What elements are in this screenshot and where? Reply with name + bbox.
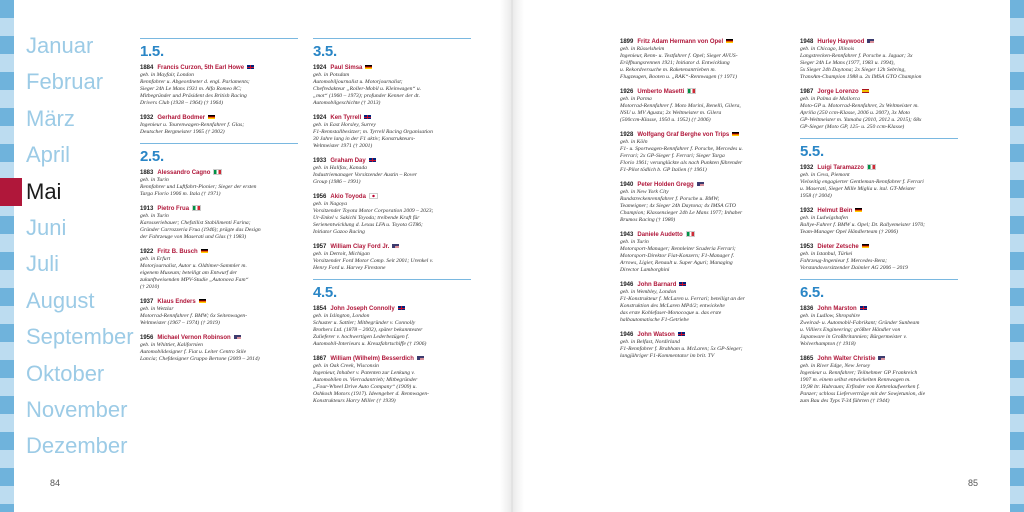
entry-text: geb. in Chicago, Illinois Langstrecken-Rennfahrer f. Porsche u. Jaguar; 3x Sieger 24h Le Mans (1977, 1983 u. 1994), 5x Sieger 24h Daytona; 2x Sieger 12h Sebring, TransAm-Champion 1988 u. 2x IMSA GTO Champion	[800, 46, 922, 80]
month-label: März	[26, 105, 75, 131]
flag-us-icon	[417, 356, 424, 360]
month-label: April	[26, 142, 71, 168]
book-gutter	[500, 0, 524, 512]
month-tab-8[interactable]	[14, 283, 128, 319]
section-divider	[140, 38, 298, 39]
entry-name: Fritz Adam Hermann von Opel	[637, 39, 724, 45]
month-label: November	[26, 396, 128, 422]
entry-name: Luigi Taramazzo	[817, 165, 864, 171]
entry-header	[140, 248, 298, 256]
entry-name: John Joseph Connolly	[330, 306, 395, 312]
left-edge-stripe	[0, 0, 14, 512]
month-tab-3[interactable]	[14, 101, 128, 137]
entry-year: 1946	[620, 282, 634, 288]
entry-text: geb. in Islington, London Schuster u. Sattler; Mitbegründer v. Connolly Brothers Ltd. (1878 – 2002), später bekanntester Zulieferer v. hochwertigen Lederbezügen f. Automobil-Interieurs u. Kreuzfahrtschiffe († 1906)	[313, 313, 427, 347]
entry-header	[620, 38, 778, 46]
flag-de-icon	[201, 249, 208, 253]
day-heading: 6.5.	[800, 284, 824, 301]
entry-header	[313, 64, 471, 72]
birthday-entry	[140, 298, 298, 327]
entry-text: geb. in Ceva, Piemont Vielseitig engagierter Gentleman-Rennfahrer f. Ferrari u. Maserati, Sieger Mille Miglia u. ital. GT-Meister 1958 († 2004)	[800, 172, 924, 199]
entry-text: geb. in Parma Motorrad-Rennfahrer f. Moto Morini, Benelli, Gilera, NSU u. MV Agusta; 2x Weltmeister m. Gilera (500ccm-Klasse, 1950 u. 1952) († 2006)	[620, 96, 741, 123]
entry-header	[313, 157, 471, 165]
flag-us-icon	[878, 356, 885, 360]
flag-gb-icon	[369, 158, 376, 162]
birthday-entry	[313, 355, 471, 405]
entry-year: 1924	[313, 65, 327, 71]
entry-name: Akio Toyoda	[330, 194, 366, 200]
entry-text: geb. in Detroit, Michigan Vorsitzender Ford Motor Comp. Seit 2001; Urenkel v. Henry Ford u. Harvey Firestone	[313, 251, 434, 271]
month-index	[14, 28, 134, 465]
flag-us-icon	[867, 39, 874, 43]
flag-es-icon	[862, 89, 869, 93]
flag-it-icon	[686, 231, 695, 237]
entry-header	[140, 334, 298, 342]
entry-name: John Watson	[637, 332, 675, 338]
month-label: Mai	[26, 178, 62, 204]
entry-name: Fritz B. Busch	[157, 249, 198, 255]
entry-year: 1956	[140, 335, 154, 341]
entry-year: 1836	[800, 306, 814, 312]
entry-year: 1932	[800, 165, 814, 171]
entry-year: 1865	[800, 356, 814, 362]
flag-it-icon	[213, 169, 222, 175]
flag-gb-icon	[398, 306, 405, 310]
flag-de-icon	[365, 65, 372, 69]
flag-us-icon	[697, 182, 704, 186]
flag-it-icon	[867, 164, 876, 170]
entry-name: Helmut Bein	[817, 208, 853, 214]
month-label: Juni	[26, 214, 67, 240]
entry-year: 1899	[620, 39, 634, 45]
entry-name: Francis Curzon, 5th Earl Howe	[157, 65, 245, 71]
section-divider	[313, 38, 471, 39]
entry-header	[620, 88, 778, 96]
entry-text: geb. in East Horsley, Surrey F1-Rennstallbesitzer; m. Tyrrell Racing Organisation 30 Jahre lang in der F1 aktiv; Konstrukteurs- Weltmeister 1971 († 2001)	[313, 122, 433, 149]
entry-text: geb. in Köln F1- u. Sportwagen-Rennfahrer f. Porsche, Mercedes u. Ferrari; 2x GP-Sieger f. Ferrari; Sieger Targa Florio 1961; verunglückte als nach Punkten führender F1-Pilot tödlich b. GP Italien († 1961)	[620, 139, 743, 173]
birthday-entry	[620, 38, 778, 81]
entry-name: John Walter Christie	[817, 356, 876, 362]
section-divider	[800, 279, 958, 280]
entry-year: 1946	[620, 332, 634, 338]
birthday-entry	[313, 193, 471, 236]
entry-header	[800, 243, 958, 251]
flag-it-icon	[192, 205, 201, 211]
entry-name: Jorge Lorenzo	[817, 89, 859, 95]
entry-text: geb. in Wetzlar Motorrad-Rennfahrer f. BMW; 6x Seitenwagen- Weltmeister (1967 – 1974) († 2019)	[140, 306, 248, 326]
flag-jp-icon	[369, 193, 378, 199]
birthday-entry	[140, 248, 298, 291]
column-1	[140, 38, 298, 370]
entry-header	[800, 207, 958, 215]
entry-name: Daniele Audetto	[637, 232, 683, 238]
day-heading: 5.5.	[800, 143, 824, 160]
month-label: Februar	[26, 69, 104, 95]
entry-text: geb. in Turin Karosseriebauer; Chefstilist Stabilimenti Farina; Gründer Carrozzeria Frua (1946); prägte das Design der Fahrzeuge von Maserati und Glas († 1983)	[140, 213, 261, 240]
birthday-entry	[800, 355, 958, 405]
entry-header	[140, 64, 298, 72]
section-divider	[140, 143, 298, 144]
flag-us-icon	[392, 244, 399, 248]
entry-name: Graham Day	[330, 158, 366, 164]
birthday-entry	[800, 164, 958, 200]
month-tab-4[interactable]	[14, 137, 128, 173]
entry-header	[313, 193, 471, 201]
entry-year: 1957	[313, 244, 327, 250]
month-tab-2[interactable]	[14, 64, 128, 100]
entry-name: William (Wilhelm) Besserdich	[330, 356, 414, 362]
entry-text: geb. in Turin Rennfahrer und Luftfahrt-Pionier; Sieger der ersten Targa Florio 1906 m. Itala († 1971)	[140, 177, 257, 197]
month-tab-7[interactable]	[14, 246, 128, 282]
birthday-entry	[620, 181, 778, 224]
birthday-entry	[620, 231, 778, 274]
birthday-entry	[800, 38, 958, 81]
entry-year: 1867	[313, 356, 327, 362]
birthday-entry	[140, 114, 298, 136]
flag-de-icon	[726, 39, 733, 43]
entry-year: 1924	[313, 115, 327, 121]
entry-year: 1940	[620, 182, 634, 188]
entry-year: 1956	[313, 194, 327, 200]
column-3	[620, 38, 778, 367]
entry-name: Pietro Frua	[157, 206, 190, 212]
entry-text: geb. in New York City Rundstreckenrennfahrer f. Porsche u. BMW; Teameigner; 4x Sieger 24h Daytona; 4x IMSA GTO Champion; Klassensieger 24h Le Mans 1977; Inhaber Brumos Racing († 1980)	[620, 189, 743, 223]
flag-de-icon	[732, 132, 739, 136]
month-tab-9[interactable]	[14, 319, 134, 355]
entry-year: 1932	[140, 115, 154, 121]
entry-year: 1854	[313, 306, 327, 312]
entry-year: 1928	[620, 132, 634, 138]
birthday-entry	[620, 131, 778, 174]
entry-text: geb. in Oak Creek, Wisconsin Ingenieur, Inhaber v. Patenten zur Lenkung v. Automobilen m. Vierradantrieb; Mitbegründer „Four-Wheel Drive Auto Company“ (1909) u. Oshkosh Motors (1917). Ideengeber d. Rennwagen- Konstrukteurs Harry Miller († 1939)	[313, 363, 430, 404]
entry-year: 1937	[140, 299, 154, 305]
page-number-right: 85	[968, 478, 979, 488]
day-heading: 4.5.	[313, 284, 337, 301]
entry-name: Paul Simsa	[330, 65, 363, 71]
entry-year: 1883	[140, 170, 154, 176]
entry-text: geb. in Whittier, Kalifornien Automobildesigner f. Fiat u. Leiter Centro Stile Lancia; Chefdesigner Gruppo Bertone (2009 – 2014)	[140, 342, 260, 362]
entry-text: geb. in Ludwigshafen Rallye-Fahrer f. BMW u. Opel; Dt. Rallyemeister 1970; Team-Manager Opel Händlerteam († 2006)	[800, 215, 925, 235]
day-heading: 1.5.	[140, 43, 164, 60]
month-label: September	[26, 324, 134, 350]
entry-name: Klaus Enders	[157, 299, 196, 305]
entry-name: Alessandro Cagno	[157, 170, 211, 176]
birthday-entry	[313, 305, 471, 348]
column-2	[313, 38, 471, 412]
entry-year: 1926	[620, 89, 634, 95]
entry-header	[313, 114, 471, 122]
birthday-entry	[140, 205, 298, 241]
birthday-entry	[140, 169, 298, 198]
entry-header	[313, 355, 471, 363]
entry-header	[620, 331, 778, 339]
entry-text: geb. in Istanbul, Türkei Fahrzeug-Ingenieur f. Mercedes-Benz; Vorstandsvorsitzender Daimler AG 2006 – 2019	[800, 251, 908, 271]
month-label: August	[26, 287, 95, 313]
entry-year: 1913	[140, 206, 154, 212]
entry-year: 1922	[140, 249, 154, 255]
entry-year: 1953	[800, 244, 814, 250]
flag-it-icon	[687, 88, 696, 94]
flag-de-icon	[208, 115, 215, 119]
entry-name: John Marston	[817, 306, 857, 312]
birthday-entry	[313, 243, 471, 272]
birthday-entry	[140, 64, 298, 107]
section-divider	[800, 138, 958, 139]
entry-header	[800, 38, 958, 46]
entry-name: John Barnard	[637, 282, 677, 288]
entry-header	[140, 205, 298, 213]
entry-text: geb. in Rüsselsheim Ingenieur, Renn- u. Testfahrer f. Opel; Sieger AVUS- Eröffnungsrennen 1921; Initiator d. Entwicklung u. Rekordversuche m. Raketenantrieben m. Flugzeugen, Booten u. „RAK“-Rennwagen († 1971)	[620, 46, 738, 80]
entry-header	[620, 231, 778, 239]
entry-text: geb. in Palma de Mallorca Moto-GP u. Motorrad-Rennfahrer, 2x Weltmeister m. Aprilia (250 ccm-Klasse, 2006 u. 2007), 3x Moto GP-Weltmeister m. Yamaha (2010, 2012 u. 2015); 68x GP-Sieger (Moto GP, 125- u. 250 ccm-Klasse)	[800, 96, 922, 130]
entry-name: Ken Tyrrell	[330, 115, 362, 121]
month-label: Juli	[26, 251, 60, 277]
month-tab-12[interactable]	[14, 428, 128, 464]
month-tab-10[interactable]	[14, 356, 128, 392]
entry-header	[140, 298, 298, 306]
entry-text: geb. in Ludlow, Shropshire Zweirad- u. Automobil-Fabrikant; Gründer Sunbeam u. Villiers Engineering; größter Händler von Japanware in Großbritannien; Bürgermeister v. Wolverhampton († 1918)	[800, 313, 920, 347]
month-label: Oktober	[26, 360, 105, 386]
flag-us-icon	[234, 335, 241, 339]
column-4	[800, 38, 958, 412]
entry-text: geb. in Nagoya Vorsitzender Toyota Motor Corporation 2009 – 2023; Ur-Enkel v. Sakichi Toyoda; treibende Kraft für Serienentwicklung d. Lexus LFA u. Toyota GT86; Initiator Gazoo Racing	[313, 201, 434, 235]
entry-header	[620, 181, 778, 189]
entry-header	[800, 88, 958, 96]
flag-gb-icon	[860, 306, 867, 310]
entry-text: geb. in River Edge, New Jersey Ingenieur u. Rennfahrer; Teilnehmer GP Frankreich 1907 m. einem selbst entwickelten Rennwagen m. 19,98 ltr. Hubraum; Erfinder von Kettenlaufwerken f. Panzer; schloss Lieferverträge mit der Sowjetunion, die zum Bau des Typs T-34 führten († 1944)	[800, 363, 926, 404]
entry-name: Peter Holden Gregg	[637, 182, 694, 188]
entry-header	[140, 169, 298, 177]
birthday-entry	[313, 64, 471, 107]
birthday-entry	[800, 243, 958, 272]
flag-gb-icon	[678, 332, 685, 336]
flag-de-icon	[862, 244, 869, 248]
entry-name: Michael Vernon Robinson	[157, 335, 231, 341]
entry-text: geb. in Belfast, Nordirland F1-Rennfahrer f. Brabham u. McLaren; 5x GP-Sieger; langjähriger F1-Kommentator im brit. TV	[620, 339, 743, 359]
entry-name: Hurley Haywood	[817, 39, 865, 45]
page-number-left: 84	[50, 478, 61, 488]
flag-de-icon	[855, 208, 862, 212]
birthday-entry	[800, 88, 958, 131]
entry-year: 1943	[620, 232, 634, 238]
flag-gb-icon	[679, 282, 686, 286]
month-tab-1[interactable]	[14, 28, 128, 64]
entry-header	[620, 281, 778, 289]
day-heading: 3.5.	[313, 43, 337, 60]
birthday-entry	[800, 207, 958, 236]
day-heading: 2.5.	[140, 148, 164, 165]
entry-text: geb. in Wembley, London F1-Konstrukteur f. McLaren u. Ferrari; beteiligt an der Konstruktion des McLaren MP4/2; entwickelte das erste Kohlefaser-Monocoque u. das erste halbautomatische F1-Getriebe	[620, 289, 745, 323]
entry-header	[800, 355, 958, 363]
birthday-entry	[313, 157, 471, 186]
flag-de-icon	[199, 299, 206, 303]
birthday-entry	[800, 305, 958, 348]
entry-header	[140, 114, 298, 122]
entry-header	[313, 305, 471, 313]
entry-year: 1884	[140, 65, 154, 71]
entry-name: Dieter Zetsche	[817, 244, 859, 250]
birthday-entry	[620, 88, 778, 124]
entry-year: 1948	[800, 39, 814, 45]
entry-name: Umberto Masetti	[637, 89, 685, 95]
month-label: Dezember	[26, 433, 128, 459]
month-tab-5[interactable]	[14, 174, 128, 210]
entry-header	[800, 305, 958, 313]
entry-text: geb. in Erfurt Motorjournalist, Autor u. Oldtimer-Sammler m. eigenem Museum; beteiligt am Entwurf der zukunftweisenden MPV-Studie „Autonova Fam“ († 2010)	[140, 256, 249, 290]
entry-text: geb. in Turin Motorsport-Manager; Rennleiter Scuderia Ferrari; Motorsport-Direktor Fiat-Konzern; F1-Manager f. Arrows, Ligier, Renault u. Super Aguri; Managing Director Lamborghini	[620, 239, 736, 273]
entry-year: 1987	[800, 89, 814, 95]
entry-name: Wolfgang Graf Berghe von Trips	[637, 132, 730, 138]
section-divider	[313, 279, 471, 280]
birthday-entry	[140, 334, 298, 363]
entry-header	[313, 243, 471, 251]
birthday-entry	[620, 331, 778, 360]
entry-text: geb. in Potsdam Automobiljournalist u. Motorjournalist; Chefredakteur „Roller-Mobil u. Kleinwagen“ u. „mot“ (1960 – 1973); profunder Kenner der dt. Automobilgeschichte († 2013)	[313, 72, 422, 106]
flag-gb-icon	[247, 65, 254, 69]
birthday-entry	[313, 114, 471, 150]
month-tab-11[interactable]	[14, 392, 128, 428]
entry-header	[620, 131, 778, 139]
entry-year: 1932	[800, 208, 814, 214]
birthday-entry	[620, 281, 778, 324]
flag-gb-icon	[364, 115, 371, 119]
month-label: Januar	[26, 33, 94, 58]
entry-header	[800, 164, 958, 172]
entry-name: Gerhard Bodmer	[157, 115, 206, 121]
right-edge-stripe	[1010, 0, 1024, 512]
entry-text: geb. in Halifax, Kanada Industriemanager Vorsitzender Austin – Rover Group (1986 – 1991)	[313, 165, 417, 185]
entry-text: Ingenieur u. Tourenwagen-Rennfahrer f. Glas; Deutscher Bergmeister 1965 († 2002)	[140, 122, 245, 135]
month-tab-6[interactable]	[14, 210, 128, 246]
entry-name: William Clay Ford Jr.	[330, 244, 390, 250]
entry-text: geb. in Mayfair, London Rennfahrer u. Abgeordneter d. engl. Parlaments; Sieger 24h Le Mans 1931 m. Alfa Romeo 8C; Mitbegründer und Präsident des British Racing Drivers Club (1928 – 1964) († 1964)	[140, 72, 250, 106]
entry-year: 1933	[313, 158, 327, 164]
